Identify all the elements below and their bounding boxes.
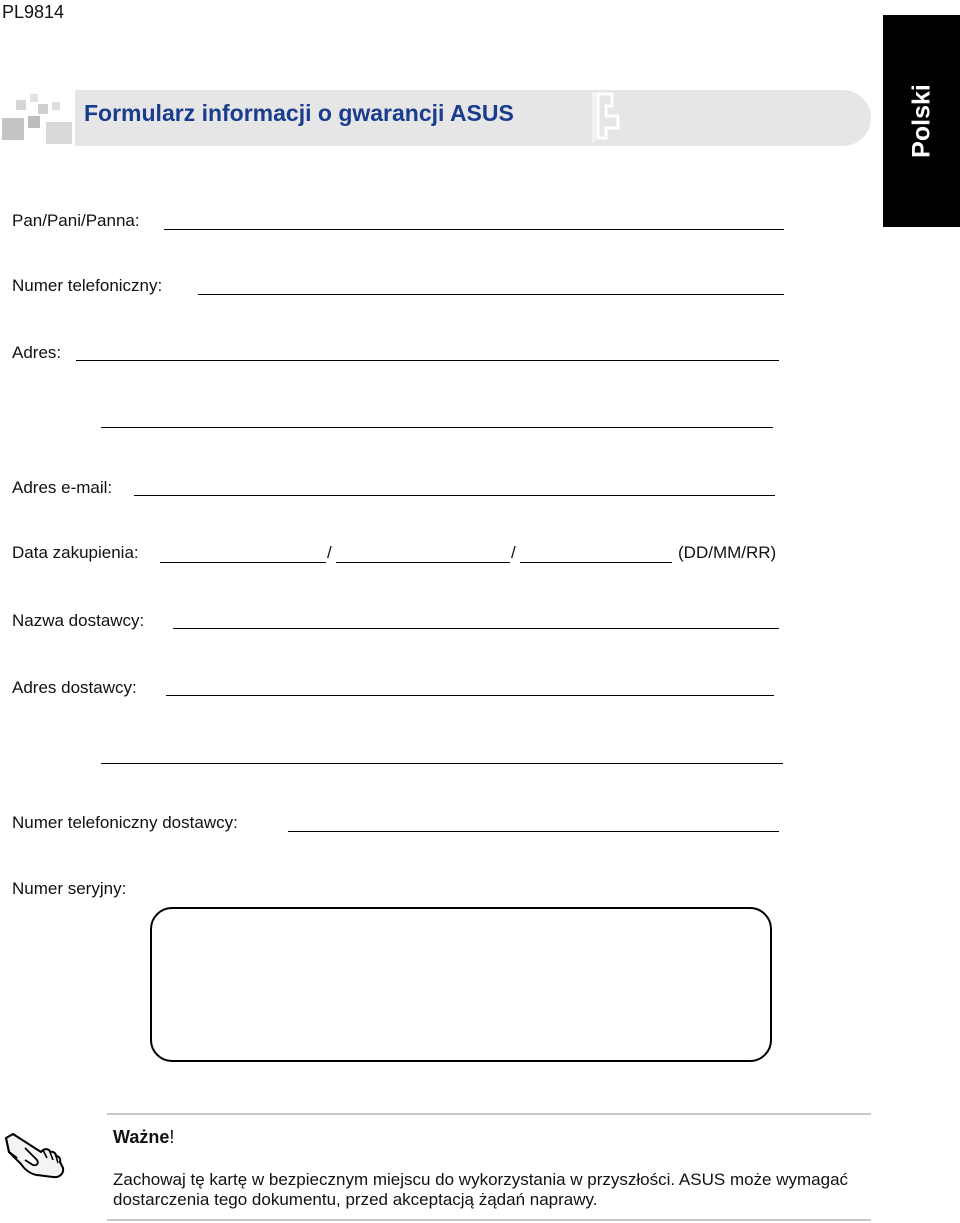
serial-number-box[interactable]	[150, 907, 772, 1062]
purchase-year-line[interactable]	[520, 562, 672, 563]
label-name: Pan/Pani/Panna:	[12, 211, 140, 230]
dealer-address-field-line-2[interactable]	[101, 763, 783, 764]
email-field-line[interactable]	[134, 495, 775, 496]
decorative-squares-icon	[0, 88, 80, 148]
document-code: PL9814	[2, 2, 65, 22]
note-top-rule	[107, 1113, 871, 1115]
pointing-hand-icon	[3, 1130, 67, 1182]
label-serial-number: Numer seryjny:	[12, 879, 127, 898]
label-phone: Numer telefoniczny:	[12, 276, 163, 295]
label-dealer-name: Nazwa dostawcy:	[12, 611, 145, 630]
name-field-line[interactable]	[164, 229, 784, 230]
dealer-name-field-line[interactable]	[173, 628, 779, 629]
language-tab	[883, 15, 960, 227]
label-dealer-address: Adres dostawcy:	[12, 678, 137, 697]
dealer-phone-field-line[interactable]	[288, 831, 779, 832]
dealer-address-field-line[interactable]	[166, 695, 774, 696]
address-field-line[interactable]	[76, 360, 779, 361]
decorative-bracket-icon	[590, 88, 630, 148]
label-purchase-date: Data zakupienia:	[12, 543, 139, 562]
label-email: Adres e-mail:	[12, 478, 113, 497]
purchase-day-line[interactable]	[160, 562, 326, 563]
address-field-line-2[interactable]	[101, 427, 773, 428]
label-dealer-phone: Numer telefoniczny dostawcy:	[12, 813, 238, 832]
label-address: Adres:	[12, 343, 62, 362]
note-bottom-rule	[107, 1219, 871, 1221]
note-title	[113, 1126, 174, 1148]
date-format-hint: (DD/MM/RR)	[678, 543, 777, 562]
note-title-text: Ważne	[113, 1127, 170, 1147]
phone-field-line[interactable]	[198, 294, 784, 295]
note-text: Zachowaj tę kartę w bezpiecznym miejscu do wykorzystania w przyszłości. ASUS może wymagać dostarczenia tego dokumentu, przed akceptacją żądań naprawy.	[113, 1170, 849, 1209]
date-separator-2: /	[511, 543, 516, 562]
purchase-month-line[interactable]	[336, 562, 510, 563]
page-title: Formularz informacji o gwarancji ASUS	[84, 100, 514, 126]
language-tab-label: Polski	[907, 84, 935, 158]
note-title-suffix: !	[169, 1127, 175, 1147]
date-separator-1: /	[327, 543, 332, 562]
